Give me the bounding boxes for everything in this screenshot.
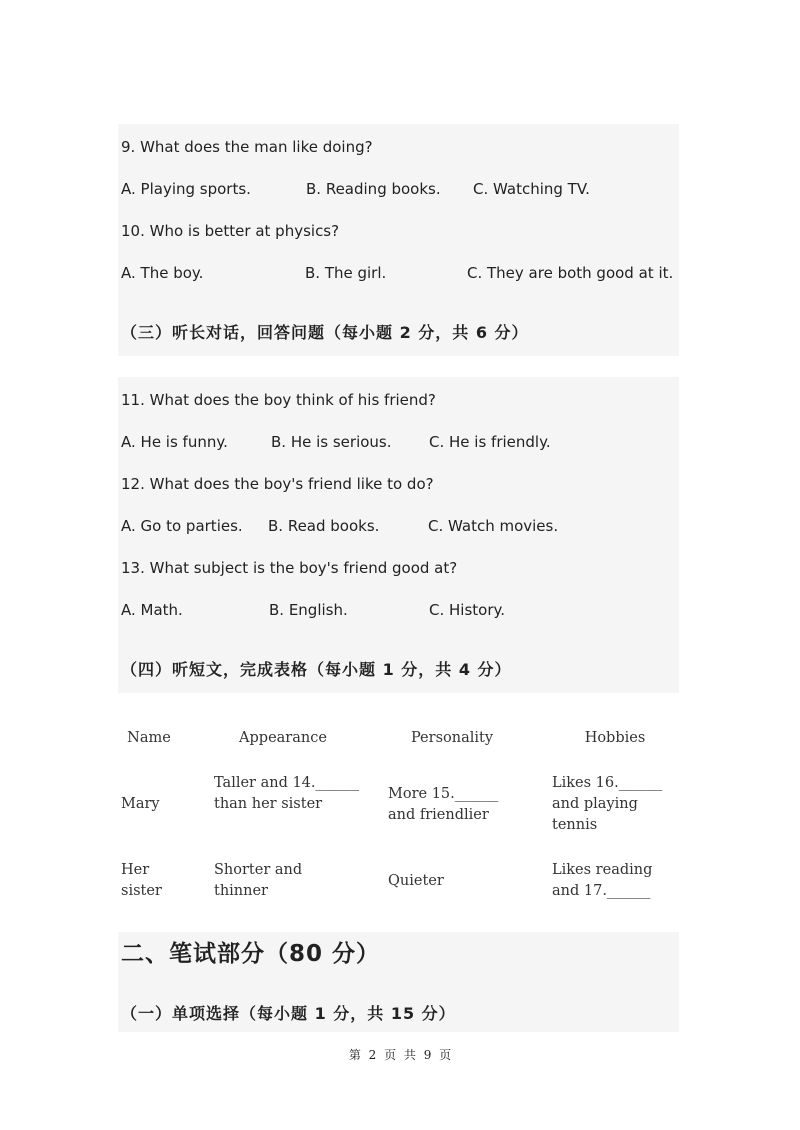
table-cell-row2-personality: Quieter: [388, 873, 444, 889]
question-10: 10. Who is better at physics?: [121, 222, 340, 240]
q11-option-a: A. He is funny.: [121, 433, 228, 451]
section-3-title: （三）听长对话，回答问题（每小题 2 分，共 6 分）: [121, 323, 529, 342]
table-cell-row1-appearance: Taller and 14.______ than her sister: [214, 775, 360, 812]
question-9: 9. What does the man like doing?: [121, 138, 373, 156]
section-4-title: （四）听短文，完成表格（每小题 1 分，共 4 分）: [121, 660, 512, 679]
table-cell-row2-name: Her sister: [121, 862, 162, 899]
q12-option-b: B. Read books.: [268, 517, 380, 535]
q13-option-a: A. Math.: [121, 601, 183, 619]
q13-option-b: B. English.: [269, 601, 348, 619]
table-header-hobbies: Hobbies: [584, 730, 646, 746]
question-11: 11. What does the boy think of his friend?: [121, 391, 436, 409]
table-cell-row1-name: Mary: [121, 796, 160, 812]
q9-option-c: C. Watching TV.: [473, 180, 590, 198]
q10-option-c: C. They are both good at it.: [467, 264, 674, 282]
q12-option-c: C. Watch movies.: [428, 517, 559, 535]
page-footer: 第 2 页 共 9 页: [348, 1048, 452, 1062]
section-1-title: （一）单项选择（每小题 1 分，共 15 分）: [121, 1004, 456, 1023]
question-13: 13. What subject is the boy's friend good at?: [121, 559, 458, 577]
q13-option-c: C. History.: [429, 601, 506, 619]
q12-option-a: A. Go to parties.: [121, 517, 243, 535]
q11-option-b: B. He is serious.: [271, 433, 392, 451]
table-header-name: Name: [127, 730, 171, 746]
table-cell-row1-hobbies: Likes 16.______ and playing tennis: [552, 775, 663, 833]
q9-option-b: B. Reading books.: [306, 180, 441, 198]
table-cell-row2-appearance: Shorter and thinner: [214, 862, 303, 899]
q10-option-b: B. The girl.: [305, 264, 387, 282]
part-two-title: 二、笔试部分（80 分）: [121, 941, 381, 967]
q10-option-a: A. The boy.: [121, 264, 204, 282]
table-header-appearance: Appearance: [239, 730, 327, 746]
q11-option-c: C. He is friendly.: [429, 433, 551, 451]
q9-option-a: A. Playing sports.: [121, 180, 251, 198]
question-12: 12. What does the boy's friend like to do?: [121, 475, 434, 493]
table-cell-row2-hobbies: Likes reading and 17.______: [552, 862, 653, 899]
table-header-personality: Personality: [410, 730, 494, 746]
table-cell-row1-personality: More 15.______ and friendlier: [388, 786, 499, 823]
